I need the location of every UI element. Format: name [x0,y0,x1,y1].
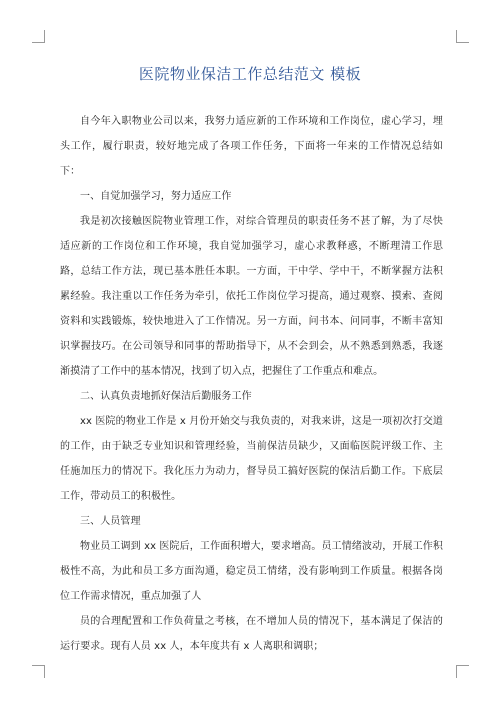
section-3-paragraph-continued: 员的合理配置和工作负荷量之考核，在不增加人员的情况下，基本满足了保洁的运行要求。现有人员 xx 人，本年度共有 x 人离职和调职； [60,616,443,652]
crop-mark-bottom-right [456,665,469,678]
section-heading-1: 一、自觉加强学习，努力适应工作 [80,191,232,202]
section-3-paragraph: 物业员工调到 xx 医院后，工作面积增大，要求增高。员工情绪波动，开展工作积极性不高，为此和员工多方面沟通，稳定员工情绪，没有影响到工作质量。根据各岗位工作需求情况，重点加强了人 [60,541,443,602]
section-1-paragraph: 我是初次接触医院物业管理工作，对综合管理员的职责任务不甚了解，为了尽快适应新的工作岗位和工作环境，我自觉加强学习，虚心求教释惑，不断理清工作思路，总结工作方法，现已基本胜任本职。一方面，干中学、学中干，不断掌握方法积累经验。我注重以工作任务为牵引，依托工作岗位学习提高，通过观察、摸索、查阅资料和实践锻炼，较快地进入了工作情况。另一方面，问书本、问同事，不断丰富知识掌握技巧。在公司领导和同事的帮助指导下，从不会到会，从不熟悉到熟悉，我逐渐摸清了工作中的基本情况，找到了切入点，把握住了工作重点和难点。 [60,216,443,377]
section-heading-2: 二、认真负责地抓好保洁后勤服务工作 [80,391,252,402]
document-title: 医院物业保洁工作总结范文 模板 [138,65,362,83]
crop-mark-top-right [456,30,469,43]
section-heading-3: 三、人员管理 [80,516,141,527]
document-body [60,109,443,659]
crop-mark-top-left [32,30,45,43]
intro-paragraph: 自今年入职物业公司以来，我努力适应新的工作环境和工作岗位，虚心学习，埋头工作，履行职责，较好地完成了各项工作任务，下面将一年来的工作情况总结如下： [60,116,443,177]
crop-mark-bottom-left [32,665,45,678]
section-2-paragraph: xx 医院的物业工作是 x 月份开始交与我负责的，对我来讲，这是一项初次打交道的工作，由于缺乏专业知识和管理经验，当前保洁员缺少，又面临医院评级工作、主任施加压力的情况下。我化压力为动力，督导员工搞好医院的保洁后勤工作。下底层工作，带动员工的积极性。 [60,416,443,502]
